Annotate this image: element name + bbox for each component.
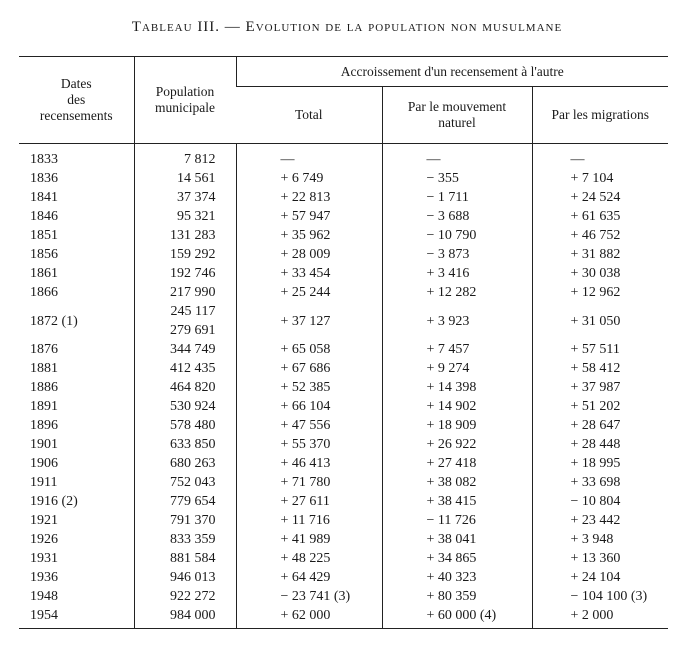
cell-total — [236, 435, 382, 454]
cell-date — [19, 454, 134, 473]
cell-population-value: 344 749 — [170, 342, 216, 357]
cell-naturel-value: — — [426, 152, 441, 167]
cell-naturel — [382, 144, 532, 170]
cell-total — [236, 378, 382, 397]
cell-population-value: 680 263 — [170, 456, 216, 471]
cell-migrations-value: + 31 882 — [570, 247, 621, 262]
cell-population — [134, 207, 236, 226]
table-row — [19, 416, 668, 435]
cell-population — [134, 378, 236, 397]
cell-date — [19, 188, 134, 207]
header-accroissement: Accroissement d'un recensement à l'autre — [236, 57, 668, 87]
cell-migrations-value: + 23 442 — [570, 513, 621, 528]
cell-population — [134, 144, 236, 170]
cell-migrations — [532, 511, 668, 530]
cell-naturel-value: + 12 282 — [426, 285, 477, 300]
cell-naturel-value: + 38 082 — [426, 475, 477, 490]
cell-date-value: 1856 — [30, 247, 58, 262]
cell-naturel — [382, 530, 532, 549]
cell-total-value: + 64 429 — [280, 570, 331, 585]
cell-migrations-value: + 46 752 — [570, 228, 621, 243]
cell-date — [19, 397, 134, 416]
cell-population-value: 881 584 — [170, 551, 216, 566]
cell-population-value: 464 820 — [170, 380, 216, 395]
cell-migrations — [532, 144, 668, 170]
cell-date-value: 1931 — [30, 551, 58, 566]
cell-migrations-value: + 24 524 — [570, 190, 621, 205]
table-row — [19, 378, 668, 397]
cell-date-value: 1836 — [30, 171, 58, 186]
cell-migrations-value: + 58 412 — [570, 361, 621, 376]
cell-total-value: + 48 225 — [280, 551, 331, 566]
header-total: Total — [236, 87, 382, 144]
cell-naturel — [382, 302, 532, 340]
cell-naturel — [382, 492, 532, 511]
cell-population — [134, 359, 236, 378]
cell-migrations — [532, 359, 668, 378]
table-row — [19, 397, 668, 416]
cell-date — [19, 511, 134, 530]
cell-population-value: 7 812 — [184, 152, 216, 167]
cell-migrations — [532, 606, 668, 629]
cell-naturel — [382, 245, 532, 264]
cell-total — [236, 169, 382, 188]
table-row — [19, 283, 668, 302]
cell-date-value: 1926 — [30, 532, 58, 547]
cell-naturel — [382, 264, 532, 283]
header-migrations: Par les migrations — [532, 87, 668, 144]
cell-migrations-value: + 33 698 — [570, 475, 621, 490]
cell-total — [236, 511, 382, 530]
table-row — [19, 264, 668, 283]
cell-date-value: 1861 — [30, 266, 58, 281]
cell-date — [19, 587, 134, 606]
cell-population — [134, 169, 236, 188]
cell-population-value: 752 043 — [170, 475, 216, 490]
table-row — [19, 302, 668, 340]
cell-migrations — [532, 207, 668, 226]
cell-total-value: + 28 009 — [280, 247, 331, 262]
cell-migrations-value: + 61 635 — [570, 209, 621, 224]
cell-population-value: 95 321 — [177, 209, 216, 224]
cell-population — [134, 530, 236, 549]
cell-total — [236, 188, 382, 207]
cell-population — [134, 188, 236, 207]
cell-naturel-value: − 3 873 — [426, 247, 470, 262]
header-population-label: Population municipale — [155, 84, 215, 115]
cell-migrations-value: + 30 038 — [570, 266, 621, 281]
cell-total — [236, 302, 382, 340]
cell-naturel — [382, 207, 532, 226]
cell-population-value: 633 850 — [170, 437, 216, 452]
cell-total — [236, 454, 382, 473]
cell-date-value: 1881 — [30, 361, 58, 376]
cell-date — [19, 549, 134, 568]
cell-migrations — [532, 188, 668, 207]
cell-date — [19, 606, 134, 629]
header-dates-label: Dates des recensements — [39, 76, 113, 123]
cell-population-value: 131 283 — [170, 228, 216, 243]
cell-total — [236, 473, 382, 492]
cell-date-value: 1916 (2) — [30, 494, 78, 509]
cell-migrations — [532, 473, 668, 492]
cell-population-value: 37 374 — [177, 190, 216, 205]
cell-naturel-value: + 60 000 (4) — [426, 608, 497, 623]
cell-date — [19, 283, 134, 302]
table-row — [19, 473, 668, 492]
cell-migrations-value: + 18 995 — [570, 456, 621, 471]
cell-total-value: + 57 947 — [280, 209, 331, 224]
cell-naturel-value: + 34 865 — [426, 551, 477, 566]
table-row — [19, 226, 668, 245]
cell-migrations-value: + 13 360 — [570, 551, 621, 566]
cell-migrations — [532, 378, 668, 397]
cell-population — [134, 283, 236, 302]
table-row — [19, 511, 668, 530]
cell-population-value: 14 561 — [177, 171, 216, 186]
cell-total-value: + 37 127 — [280, 313, 331, 329]
table-row — [19, 587, 668, 606]
cell-date-value: 1936 — [30, 570, 58, 585]
cell-naturel — [382, 473, 532, 492]
cell-migrations-value: + 24 104 — [570, 570, 621, 585]
cell-naturel — [382, 549, 532, 568]
cell-naturel-value: + 27 418 — [426, 456, 477, 471]
cell-population — [134, 340, 236, 359]
cell-date-value: 1891 — [30, 399, 58, 414]
cell-migrations — [532, 530, 668, 549]
cell-migrations-value: + 51 202 — [570, 399, 621, 414]
cell-date — [19, 207, 134, 226]
cell-population-value: 833 359 — [170, 532, 216, 547]
cell-population — [134, 416, 236, 435]
table-row — [19, 188, 668, 207]
cell-total-value: + 65 058 — [280, 342, 331, 357]
cell-date-value: 1954 — [30, 608, 58, 623]
cell-date — [19, 416, 134, 435]
cell-date-value: 1886 — [30, 380, 58, 395]
cell-population-value: 779 654 — [170, 494, 216, 509]
cell-total — [236, 359, 382, 378]
cell-naturel-value: − 1 711 — [426, 190, 469, 205]
header-dates — [19, 57, 134, 144]
cell-date-value: 1851 — [30, 228, 58, 243]
cell-migrations-value: + 3 948 — [570, 532, 614, 547]
cell-naturel — [382, 397, 532, 416]
cell-date-value: 1911 — [30, 475, 58, 490]
cell-date-value: 1876 — [30, 342, 58, 357]
cell-population-value: 217 990 — [170, 285, 216, 300]
cell-total — [236, 207, 382, 226]
table-row — [19, 340, 668, 359]
cell-naturel-value: + 7 457 — [426, 342, 470, 357]
cell-population — [134, 511, 236, 530]
cell-population — [134, 492, 236, 511]
cell-naturel — [382, 568, 532, 587]
cell-naturel-value: + 14 398 — [426, 380, 477, 395]
table-body — [19, 144, 668, 629]
cell-population — [134, 245, 236, 264]
cell-total-value: − 23 741 (3) — [280, 589, 351, 604]
table-title: Tableau III. — Evolution de la population non musulmane — [131, 19, 563, 35]
cell-migrations — [532, 435, 668, 454]
cell-naturel-value: + 40 323 — [426, 570, 477, 585]
header-population — [134, 57, 236, 144]
cell-naturel — [382, 359, 532, 378]
table-row — [19, 207, 668, 226]
cell-migrations-value: + 28 647 — [570, 418, 621, 433]
cell-naturel-value: + 14 902 — [426, 399, 477, 414]
cell-date — [19, 492, 134, 511]
cell-naturel — [382, 378, 532, 397]
cell-naturel-value: + 80 359 — [426, 589, 477, 604]
cell-naturel — [382, 169, 532, 188]
cell-migrations-value: − 10 804 — [570, 494, 621, 509]
cell-date-value: 1901 — [30, 437, 58, 452]
cell-naturel-value: − 355 — [426, 171, 459, 186]
cell-population — [134, 264, 236, 283]
cell-migrations — [532, 264, 668, 283]
cell-date-value: 1872 (1) — [30, 313, 78, 329]
cell-migrations-value: + 37 987 — [570, 380, 621, 395]
cell-total — [236, 549, 382, 568]
cell-total-value: + 52 385 — [280, 380, 331, 395]
cell-migrations-value: + 7 104 — [570, 171, 614, 186]
cell-population — [134, 549, 236, 568]
cell-date — [19, 435, 134, 454]
cell-naturel — [382, 511, 532, 530]
cell-total — [236, 492, 382, 511]
cell-date — [19, 473, 134, 492]
cell-total-value: + 66 104 — [280, 399, 331, 414]
cell-migrations — [532, 416, 668, 435]
cell-migrations-value: + 28 448 — [570, 437, 621, 452]
cell-migrations — [532, 397, 668, 416]
cell-total — [236, 568, 382, 587]
cell-migrations — [532, 169, 668, 188]
cell-total — [236, 530, 382, 549]
cell-total-value: + 33 454 — [280, 266, 331, 281]
cell-total — [236, 245, 382, 264]
cell-date — [19, 264, 134, 283]
cell-naturel — [382, 435, 532, 454]
cell-population — [134, 473, 236, 492]
population-table — [19, 56, 668, 629]
cell-total — [236, 264, 382, 283]
cell-migrations-value: + 2 000 — [570, 608, 614, 623]
cell-naturel-value: + 26 922 — [426, 437, 477, 452]
cell-population — [134, 454, 236, 473]
cell-migrations — [532, 549, 668, 568]
cell-migrations-value: — — [570, 152, 585, 167]
cell-total — [236, 226, 382, 245]
cell-total-value: + 25 244 — [280, 285, 331, 300]
cell-migrations — [532, 587, 668, 606]
cell-naturel-value: + 18 909 — [426, 418, 477, 433]
cell-population — [134, 302, 236, 340]
cell-date — [19, 169, 134, 188]
table-row — [19, 144, 668, 170]
cell-total-value: + 55 370 — [280, 437, 331, 452]
cell-total-value: + 6 749 — [280, 171, 324, 186]
cell-naturel — [382, 587, 532, 606]
cell-naturel-value: − 11 726 — [426, 513, 476, 528]
cell-population-value: 192 746 — [170, 266, 216, 281]
cell-date-value: 1896 — [30, 418, 58, 433]
cell-population — [134, 226, 236, 245]
cell-total-value: + 67 686 — [280, 361, 331, 376]
table-row — [19, 492, 668, 511]
cell-naturel-value: + 3 416 — [426, 266, 470, 281]
cell-population — [134, 397, 236, 416]
cell-total-value: + 71 780 — [280, 475, 331, 490]
cell-migrations-value: + 57 511 — [570, 342, 620, 357]
cell-population — [134, 587, 236, 606]
cell-date — [19, 530, 134, 549]
table-row — [19, 245, 668, 264]
cell-naturel-value: + 38 041 — [426, 532, 477, 547]
cell-naturel-value: − 10 790 — [426, 228, 477, 243]
cell-naturel — [382, 606, 532, 629]
cell-date — [19, 568, 134, 587]
cell-population-value: 159 292 — [170, 247, 216, 262]
table-row — [19, 606, 668, 629]
cell-migrations — [532, 302, 668, 340]
cell-total-value: + 46 413 — [280, 456, 331, 471]
cell-date-value: 1906 — [30, 456, 58, 471]
cell-total-value: + 22 813 — [280, 190, 331, 205]
cell-migrations-value: − 104 100 (3) — [570, 589, 648, 604]
table-row — [19, 530, 668, 549]
cell-total — [236, 587, 382, 606]
cell-naturel — [382, 454, 532, 473]
cell-naturel — [382, 226, 532, 245]
cell-total-value: + 11 716 — [280, 513, 330, 528]
cell-date-value: 1948 — [30, 589, 58, 604]
cell-date — [19, 378, 134, 397]
cell-total — [236, 606, 382, 629]
table-row — [19, 359, 668, 378]
cell-date-value: 1841 — [30, 190, 58, 205]
cell-total-value: + 27 611 — [280, 494, 330, 509]
cell-date — [19, 226, 134, 245]
cell-migrations — [532, 340, 668, 359]
cell-naturel — [382, 283, 532, 302]
cell-migrations — [532, 283, 668, 302]
cell-population-value: 578 480 — [170, 418, 216, 433]
cell-total-value: + 62 000 — [280, 608, 331, 623]
cell-migrations-value: + 12 962 — [570, 285, 621, 300]
cell-date — [19, 302, 134, 340]
cell-population-value: 412 435 — [170, 361, 216, 376]
cell-migrations — [532, 568, 668, 587]
cell-naturel-value: + 9 274 — [426, 361, 470, 376]
table-row — [19, 454, 668, 473]
cell-date-value: 1921 — [30, 513, 58, 528]
cell-total — [236, 144, 382, 170]
cell-total — [236, 397, 382, 416]
cell-naturel-value: − 3 688 — [426, 209, 470, 224]
cell-population-value: 946 013 — [170, 570, 216, 585]
cell-date — [19, 144, 134, 170]
table-row — [19, 169, 668, 188]
cell-date-value: 1833 — [30, 152, 58, 167]
cell-population — [134, 435, 236, 454]
cell-population-value: 530 924 — [170, 399, 216, 414]
cell-population-value: 791 370 — [170, 513, 216, 528]
cell-naturel — [382, 416, 532, 435]
cell-naturel — [382, 340, 532, 359]
cell-date-value: 1866 — [30, 285, 58, 300]
cell-migrations — [532, 492, 668, 511]
cell-total-value: + 47 556 — [280, 418, 331, 433]
cell-naturel-value: + 38 415 — [426, 494, 477, 509]
cell-total-value: + 41 989 — [280, 532, 331, 547]
cell-total — [236, 416, 382, 435]
cell-naturel — [382, 188, 532, 207]
cell-migrations — [532, 454, 668, 473]
cell-total — [236, 340, 382, 359]
cell-population-value: 984 000 — [170, 608, 216, 623]
table-row — [19, 435, 668, 454]
table-row — [19, 568, 668, 587]
cell-total — [236, 283, 382, 302]
cell-date-value: 1846 — [30, 209, 58, 224]
cell-date — [19, 340, 134, 359]
cell-total-value: — — [280, 152, 295, 167]
cell-date — [19, 359, 134, 378]
cell-migrations — [532, 245, 668, 264]
cell-population — [134, 606, 236, 629]
table-row — [19, 549, 668, 568]
cell-migrations-value: + 31 050 — [570, 313, 621, 329]
header-naturel — [382, 87, 532, 144]
cell-migrations — [532, 226, 668, 245]
cell-date — [19, 245, 134, 264]
header-naturel-label: Par le mouvement naturel — [407, 99, 507, 130]
cell-population-value: 245 117 279 691 — [170, 304, 216, 338]
cell-population — [134, 568, 236, 587]
cell-total-value: + 35 962 — [280, 228, 331, 243]
cell-naturel-value: + 3 923 — [426, 313, 470, 329]
cell-population-value: 922 272 — [170, 589, 216, 604]
